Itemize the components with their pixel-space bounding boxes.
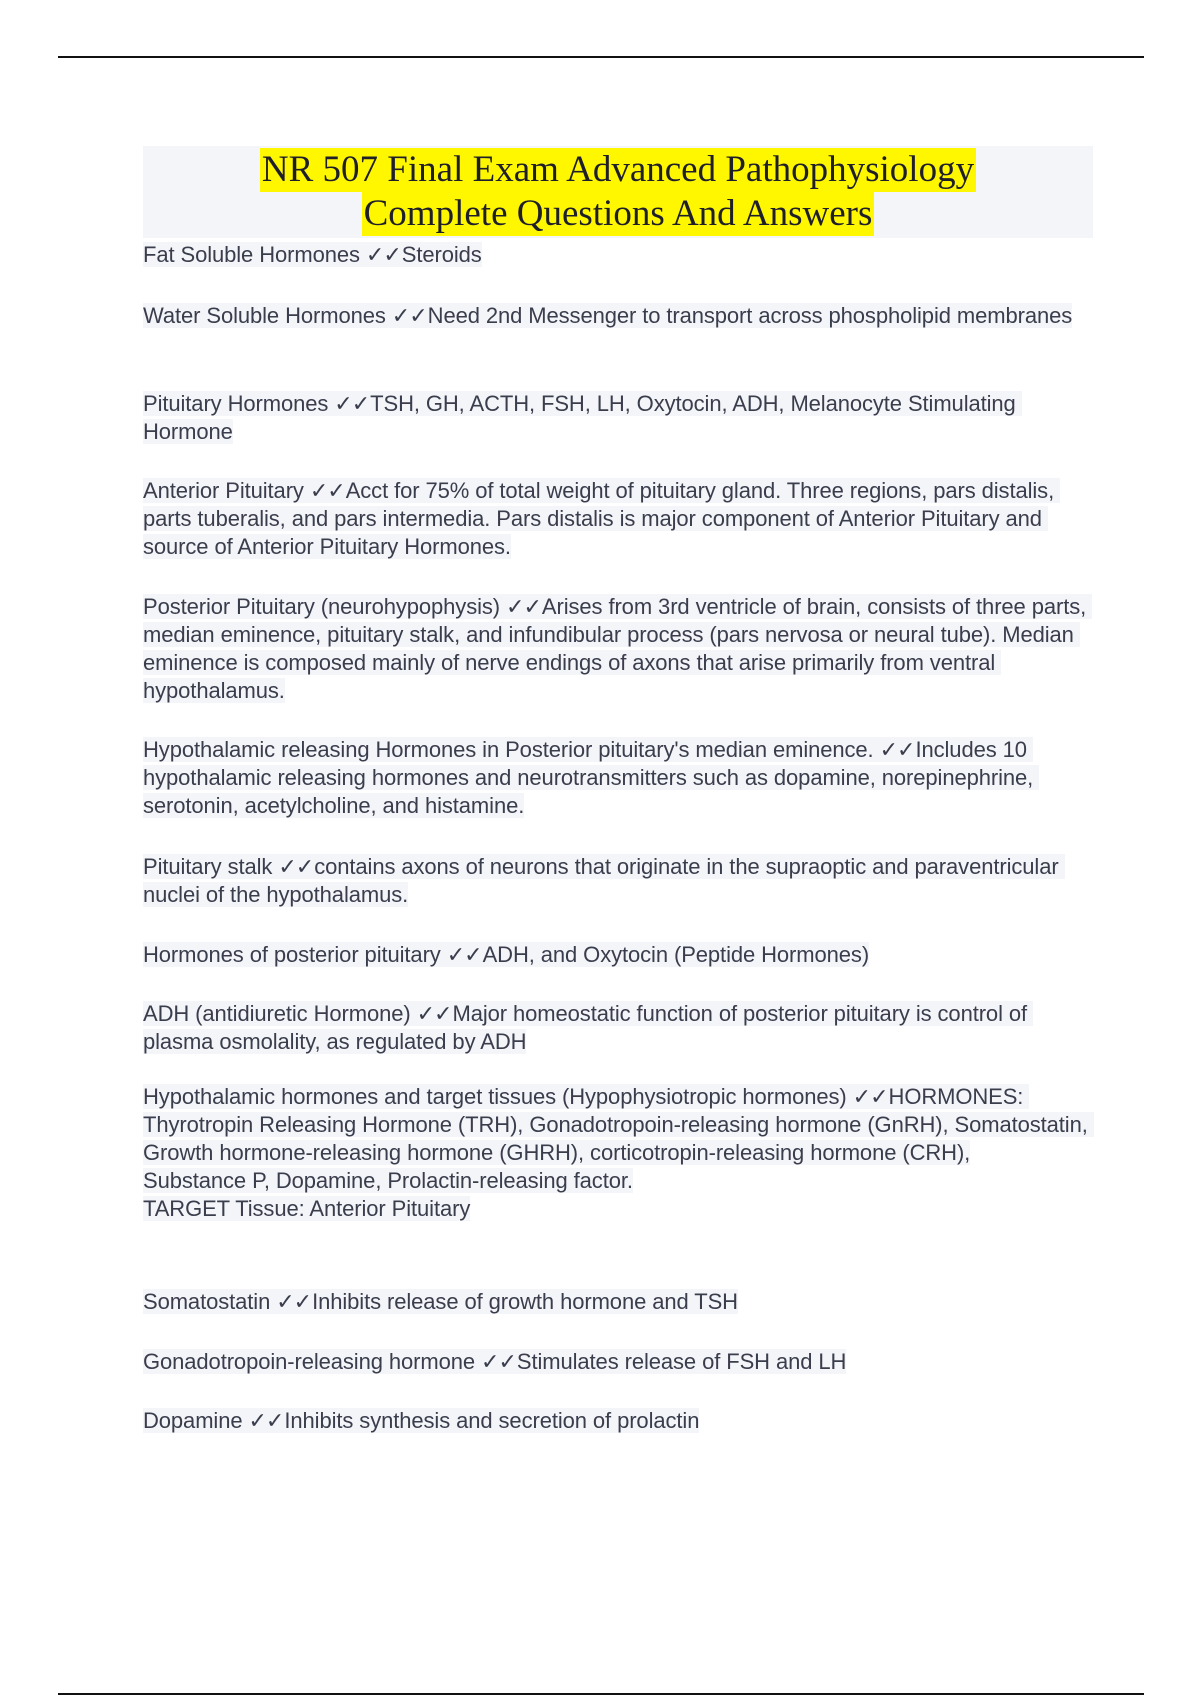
qa-item-gnrh	[143, 1348, 1093, 1376]
check-icon: ✓✓	[276, 1289, 312, 1314]
title-line-2: Complete Questions And Answers	[363, 193, 873, 234]
check-icon: ✓✓	[416, 1001, 452, 1026]
document-title	[143, 146, 1093, 238]
qa-answer-line-3: TARGET Tissue: Anterior Pituitary	[143, 1196, 471, 1221]
qa-answer: HORMONES: Thyrotropin Releasing Hormone (TRH), Gonadotropoin-releasing hormone (GnRH), Somatostatin, Growth hormone-releasing hormone (GHRH), corticotropin-releasing hormone (CRH),	[143, 1084, 1094, 1165]
qa-item-dopamine	[143, 1407, 1093, 1435]
check-icon: ✓✓	[852, 1084, 888, 1109]
qa-item-pituitary-stalk	[143, 853, 1093, 909]
check-icon: ✓✓	[506, 594, 541, 619]
qa-answer: Need 2nd Messenger to transport across phospholipid membranes	[427, 303, 1073, 328]
qa-answer: Steroids	[401, 242, 482, 267]
qa-answer: Major homeostatic function of posterior pituitary is control of plasma osmolality, as regulated by ADH	[143, 1001, 1034, 1054]
qa-item-hypothalamic-releasing	[143, 736, 1093, 820]
qa-term: ADH (antidiuretic Hormone)	[143, 1001, 417, 1026]
header-rule	[58, 56, 1144, 58]
qa-answer-line-2: Substance P, Dopamine, Prolactin-releasing factor.	[143, 1168, 633, 1193]
qa-answer: Arises from 3rd ventricle of brain, consists of three parts, median eminence, pituitary stalk, and infundibular process (pars nervosa or neural tube). Median eminence is composed mainly of nerve endings of axons that arise primarily from ventral hypothalamus.	[143, 594, 1093, 703]
qa-term: Anterior Pituitary	[143, 478, 310, 503]
footer-rule	[58, 1693, 1144, 1695]
check-icon: ✓✓	[365, 242, 401, 267]
qa-answer: Stimulates release of FSH and LH	[516, 1349, 847, 1374]
qa-item-somatostatin	[143, 1288, 1093, 1316]
qa-term: Posterior Pituitary (neurohypophysis)	[143, 594, 507, 619]
qa-term: Fat Soluble Hormones	[143, 242, 366, 267]
qa-term: Dopamine	[143, 1408, 249, 1433]
check-icon: ✓✓	[391, 303, 427, 328]
title-line-1: NR 507 Final Exam Advanced Pathophysiology	[261, 149, 975, 190]
qa-item-posterior-hormones	[143, 941, 1093, 969]
qa-term: Hypothalamic hormones and target tissues (Hypophysiotropic hormones)	[143, 1084, 853, 1109]
qa-answer: Inhibits release of growth hormone and TSH	[312, 1289, 738, 1314]
qa-term: Somatostatin	[143, 1289, 277, 1314]
qa-answer: Includes 10 hypothalamic releasing hormones and neurotransmitters such as dopamine, norepinephrine, serotonin, acetylcholine, and histamine.	[143, 737, 1040, 818]
qa-answer: contains axons of neurons that originate in the supraoptic and paraventricular nuclei of the hypothalamus.	[143, 854, 1065, 907]
qa-term: Hormones of posterior pituitary	[143, 942, 447, 967]
qa-item-anterior-pituitary	[143, 477, 1093, 561]
qa-item-water-soluble	[143, 302, 1093, 330]
qa-term: Gonadotropoin-releasing hormone	[143, 1349, 482, 1374]
qa-item-adh	[143, 1000, 1093, 1056]
check-icon: ✓✓	[879, 737, 915, 762]
check-icon: ✓✓	[334, 391, 370, 416]
qa-answer: Acct for 75% of total weight of pituitary gland. Three regions, pars distalis, parts tuberalis, and pars intermedia. Pars distalis is major component of Anterior Pituitary and source of Anterior Pituitary Hormones.	[143, 478, 1061, 559]
qa-answer: Inhibits synthesis and secretion of prolactin	[284, 1408, 700, 1433]
check-icon: ✓✓	[248, 1408, 284, 1433]
check-icon: ✓✓	[278, 854, 314, 879]
qa-item-fat-soluble	[143, 241, 1093, 269]
check-icon: ✓✓	[481, 1349, 516, 1374]
qa-answer: TSH, GH, ACTH, FSH, LH, Oxytocin, ADH, Melanocyte Stimulating Hormone	[143, 391, 1022, 444]
check-icon: ✓✓	[309, 478, 345, 503]
qa-item-hypothalamic-hormones	[143, 1083, 1093, 1223]
qa-term: Hypothalamic releasing Hormones in Posterior pituitary's median eminence.	[143, 737, 880, 762]
qa-item-pituitary-hormones	[143, 390, 1093, 446]
qa-item-posterior-pituitary	[143, 593, 1093, 705]
qa-term: Pituitary Hormones	[143, 391, 335, 416]
check-icon: ✓✓	[446, 942, 482, 967]
qa-term: Water Soluble Hormones	[143, 303, 392, 328]
qa-term: Pituitary stalk	[143, 854, 279, 879]
qa-answer: ADH, and Oxytocin (Peptide Hormones)	[482, 942, 870, 967]
